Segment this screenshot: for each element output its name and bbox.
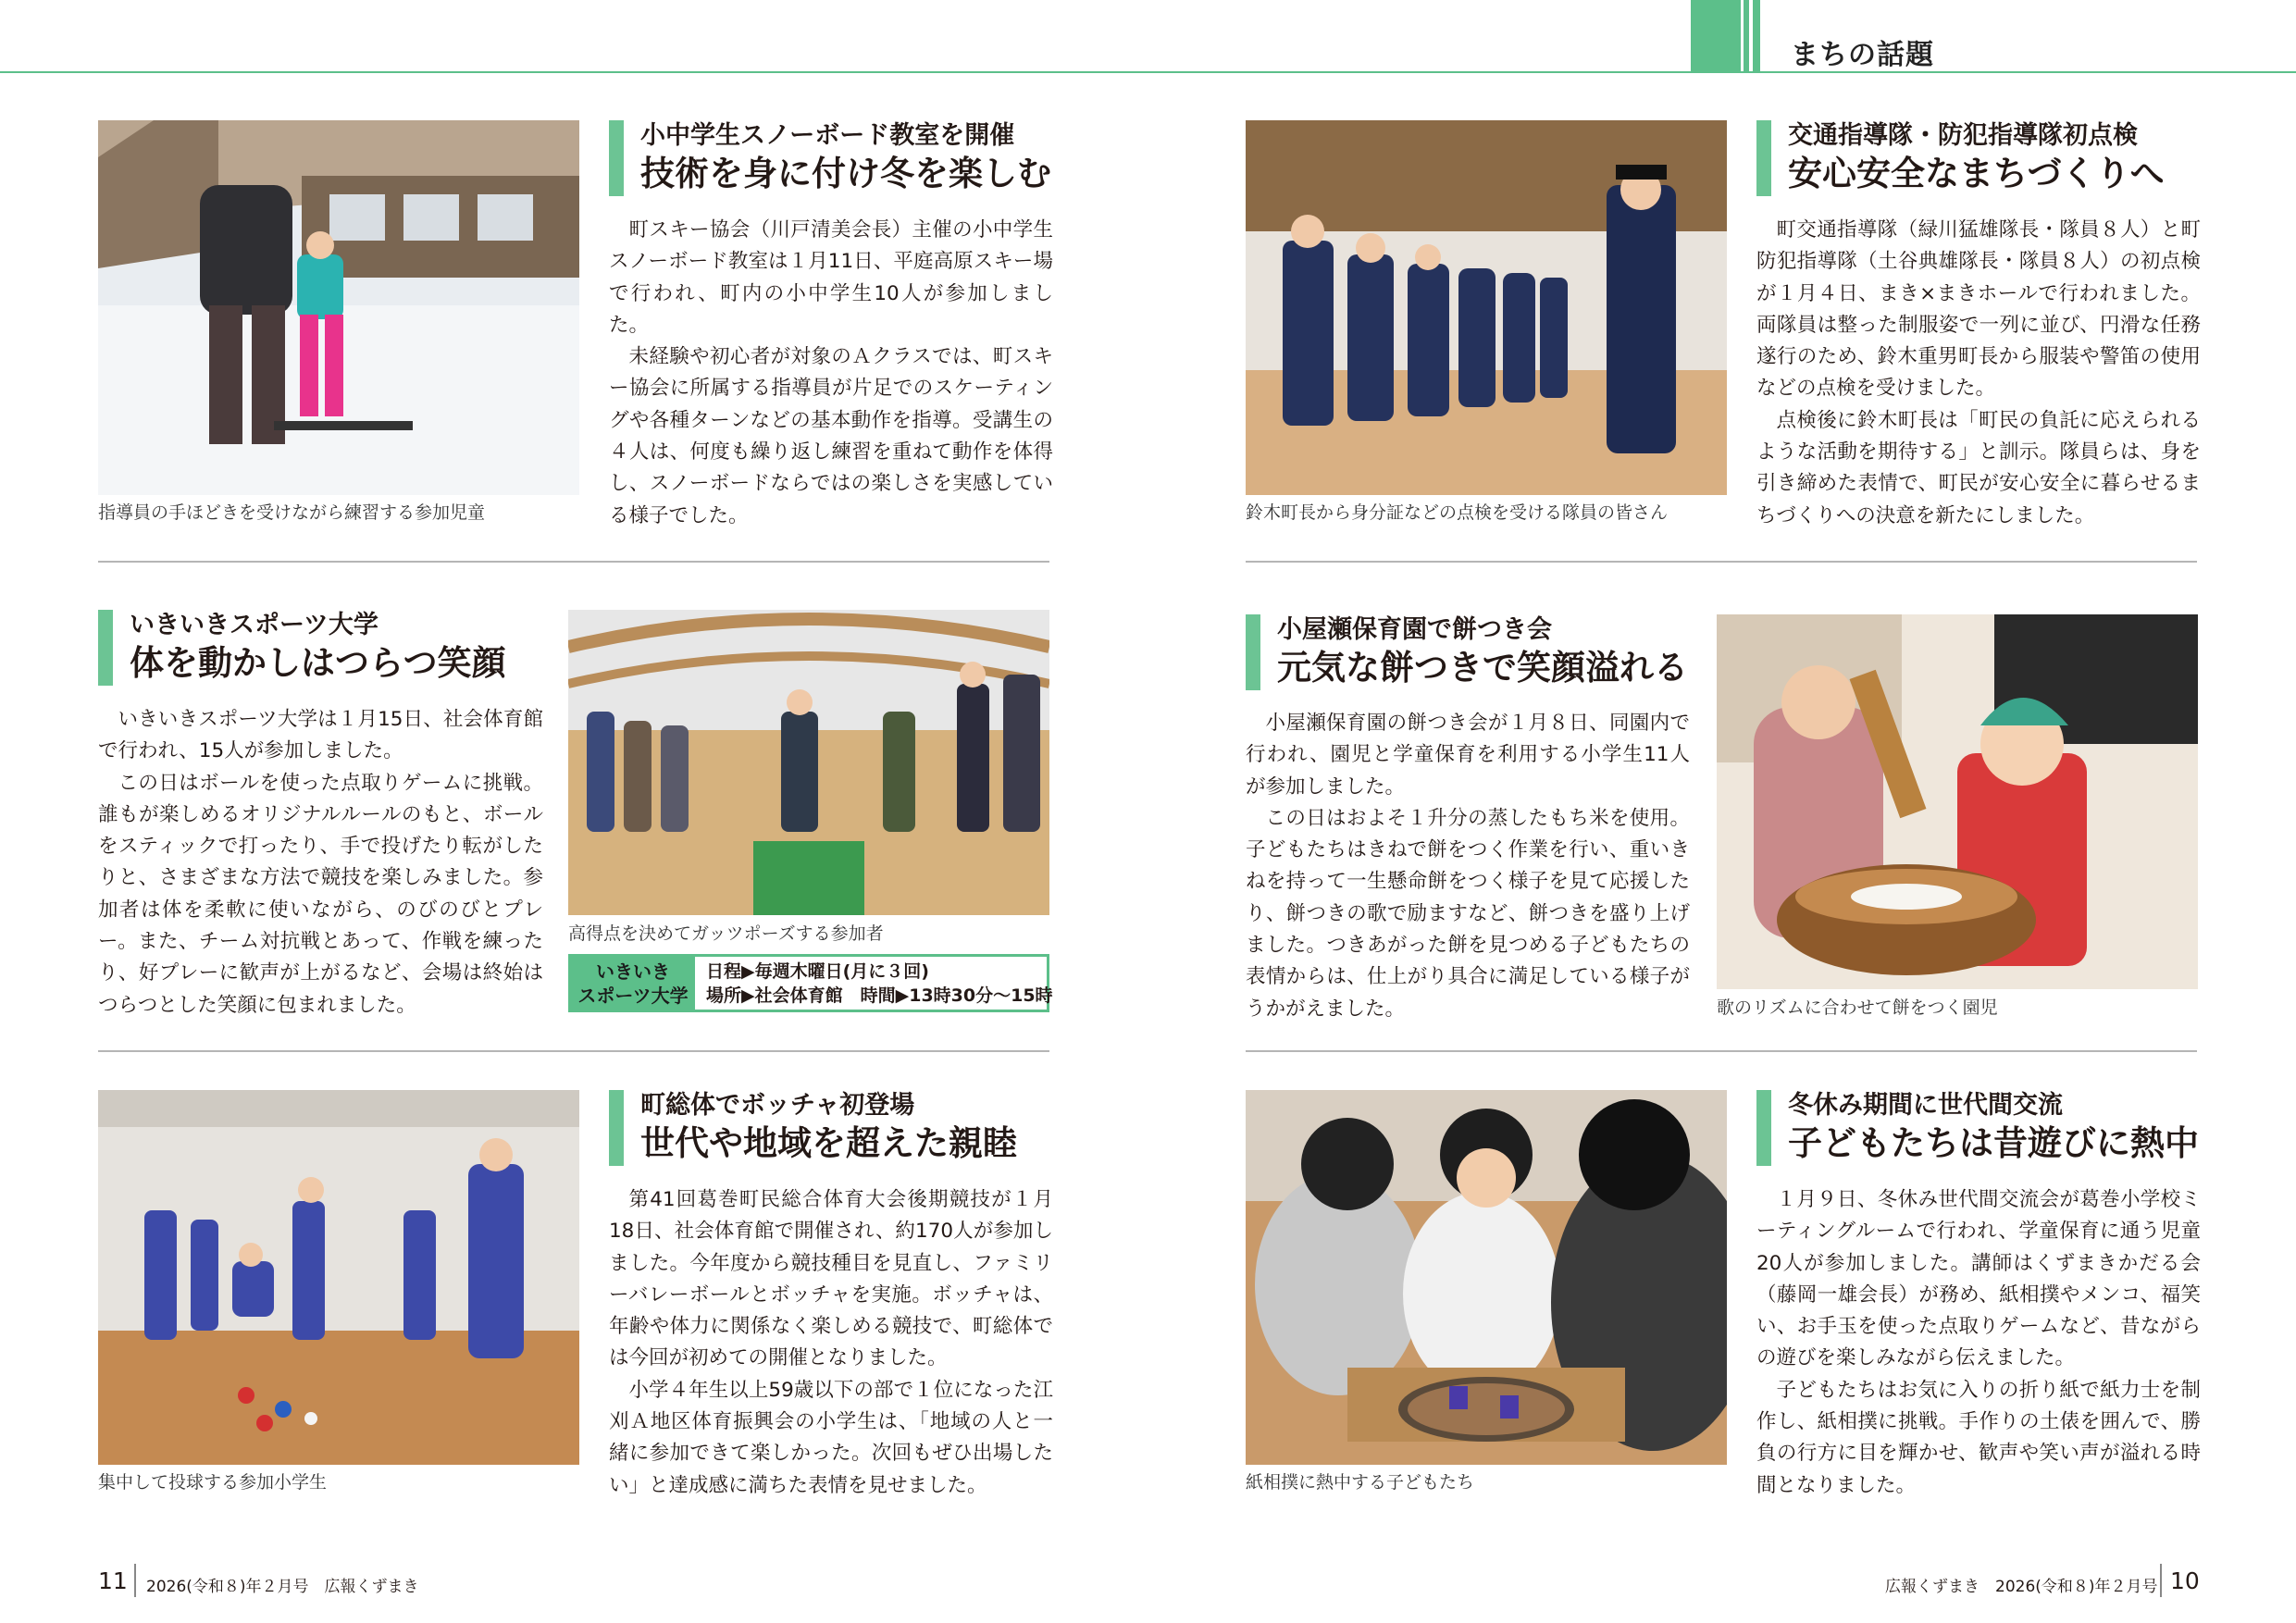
kicker-mochi: 小屋瀬保育園で餅つき会	[1277, 615, 1552, 644]
page-number-right: 10	[2170, 1567, 2200, 1594]
paragraph: 未経験や初心者が対象のＡクラスでは、町スキー協会に所属する指導員が片足でのスケーティングや各種ターンなどの基本動作を指導。受講生の４人は、何度も繰り返し練習を重ねて動作を体得し、スノーボードならではの楽しさを実感している様子でした。	[609, 345, 1053, 527]
paragraph: 子どもたちはお気に入りの折り紙で紙力士を制作し、紙相撲に挑戦。手作りの土俵を囲んで、勝負の行方に目を輝かせ、歓声や笑い声が溢れる時間となりました。	[1756, 1378, 2201, 1497]
headline-inspection: 安心安全なまちづくりへ	[1788, 154, 2165, 193]
caption-sports: 高得点を決めてガッツポーズする参加者	[568, 923, 884, 944]
body-sports	[98, 704, 543, 1022]
header-accent-bar-2	[1744, 0, 1749, 71]
photo-snowboard	[98, 120, 579, 495]
paragraph: この日はボールを使った点取りゲームに挑戦。誰もが楽しめるオリジナルルールのもと、ボールをスティックで打ったり、手で投げたり転がしたりと、さまざまな方法で競技を楽しみました。参加者は体を柔軟に使いながら、のびのびとプレー。また、チーム対抗戦とあって、作戦を練ったり、好プレーに歓声が上がるなど、会場は終始はつらつとした笑顔に包まれました。	[98, 771, 543, 1017]
heading-old-games	[1756, 1090, 2199, 1166]
body-mochi	[1246, 708, 1690, 1025]
kicker-inspection: 交通指導隊・防犯指導隊初点検	[1788, 121, 2138, 150]
caption-inspection: 鈴木町長から身分証などの点検を受ける隊員の皆さん	[1246, 502, 1669, 523]
body-old-games	[1756, 1184, 2201, 1502]
footer-right-text: 広報くずまき 2026(令和８)年２月号	[1885, 1578, 2158, 1596]
header-rule	[0, 71, 2296, 73]
footer-separator-left	[134, 1564, 136, 1597]
info-place-time: 場所▶社会体育館 時間▶13時30分～15時	[706, 985, 1053, 1006]
body-snowboard	[609, 215, 1053, 532]
headline-boccia: 世代や地域を超えた親睦	[640, 1123, 1017, 1163]
kicker-boccia: 町総体でボッチャ初登場	[640, 1091, 915, 1120]
photo-sports	[568, 610, 1049, 915]
paragraph: 町スキー協会（川戸清美会長）主催の小中学生スノーボード教室は１月11日、平庭高原スキー場で行われ、町内の小中学生10人が参加しました。	[609, 218, 1053, 337]
caption-mochi: 歌のリズムに合わせて餅をつく園児	[1717, 997, 1998, 1018]
info-label-line-1: いきいき	[596, 960, 670, 983]
headline-mochi: 元気な餅つきで笑顔溢れる	[1277, 648, 1688, 688]
divider-right-2	[1246, 1050, 2197, 1052]
photo-mochi	[1717, 614, 2198, 989]
heading-sports	[98, 610, 506, 686]
paragraph: 小学４年生以上59歳以下の部で１位になった江刈Ａ地区体育振興会の小学生は、「地域の人と一緒に参加できて楽しかった。次回もぜひ出場したい」と達成感に満ちた表情を見せました。	[609, 1378, 1053, 1497]
section-title: まちの話題	[1791, 39, 1934, 71]
caption-boccia: 集中して投球する参加小学生	[98, 1472, 328, 1493]
paragraph: 町交通指導隊（緑川猛雄隊長・隊員８人）と町防犯指導隊（土谷典雄隊長・隊員８人）の初点検が１月４日、まき×まきホールで行われました。両隊員は整った制服姿で一列に並び、円滑な任務遂行のため、鈴木重男町長から服装や警笛の使用などの点検を受けました。	[1756, 218, 2201, 401]
caption-snowboard: 指導員の手ほどきを受けながら練習する参加児童	[98, 502, 486, 523]
footer-separator-right	[2160, 1564, 2162, 1597]
header-accent-bar-1	[1691, 0, 1741, 71]
heading-snowboard	[609, 120, 1051, 196]
heading-boccia	[609, 1090, 1017, 1166]
paragraph: いきいきスポーツ大学は１月15日、社会体育館で行われ、15人が参加しました。	[98, 708, 543, 763]
info-schedule: 日程▶毎週木曜日(月に３回)	[706, 961, 929, 982]
paragraph: 小屋瀬保育園の餅つき会が１月８日、同園内で行われ、園児と学童保育を利用する小学生11人が参加しました。	[1246, 712, 1690, 799]
body-boccia	[609, 1184, 1053, 1502]
photo-boccia	[98, 1090, 579, 1465]
body-inspection	[1756, 215, 2201, 532]
headline-sports: 体を動かしはつらつ笑顔	[130, 643, 506, 683]
info-box-sports	[568, 954, 1053, 1012]
page-number-left: 11	[98, 1567, 128, 1594]
headline-old-games: 子どもたちは昔遊びに熱中	[1788, 1123, 2199, 1163]
kicker-sports: いきいきスポーツ大学	[130, 611, 379, 639]
divider-right-1	[1246, 561, 2197, 563]
divider-left-1	[98, 561, 1049, 563]
header-accent-bar-3	[1753, 0, 1760, 71]
photo-old-games	[1246, 1090, 1727, 1465]
photo-inspection	[1246, 120, 1727, 495]
paragraph: 点検後に鈴木町長は「町民の負託に応えられるような活動を期待する」と訓示。隊員らは、身を引き締めた表情で、町民が安心安全に暮らせるまちづくりへの決意を新たにしました。	[1756, 408, 2201, 527]
heading-mochi	[1246, 614, 1688, 690]
footer-left-text: 2026(令和８)年２月号 広報くずまき	[146, 1578, 419, 1596]
kicker-old-games: 冬休み期間に世代間交流	[1788, 1091, 2063, 1120]
info-box-label	[571, 957, 695, 1010]
divider-left-2	[98, 1050, 1049, 1052]
paragraph: １月９日、冬休み世代間交流会が葛巻小学校ミーティングルームで行われ、学童保育に通う児童20人が参加しました。講師はくずまきかだる会（藤岡一雄会長）が務め、紙相撲やメンコ、福笑い、お手玉を使った点取りゲームなど、昔ながらの遊びを楽しみながら伝えました。	[1756, 1188, 2201, 1370]
info-label-line-2: スポーツ大学	[577, 985, 689, 1007]
heading-inspection	[1756, 120, 2165, 196]
paragraph: 第41回葛巻町民総合体育大会後期競技が１月18日、社会体育館で開催され、約170人が参加しました。今年度から競技種目を見直し、ファミリーバレーボールとボッチャを実施。ボッチャは、年齢や体力に関係なく楽しめる競技で、町総体では今回が初めての開催となりました。	[609, 1188, 1053, 1370]
kicker-snowboard: 小中学生スノーボード教室を開催	[640, 121, 1015, 150]
paragraph: この日はおよそ１升分の蒸したもち米を使用。子どもたちはきねで餅をつく作業を行い、重いきねを持って一生懸命餅をつく様子を見て応援したり、餅つきの歌で励ますなど、餅つきを盛り上げました。つきあがった餅を見つめる子どもたちの表情からは、仕上がり具合に満足している様子がうかがえました。	[1246, 806, 1690, 1021]
headline-snowboard: 技術を身に付け冬を楽しむ	[640, 154, 1051, 193]
caption-old-games: 紙相撲に熱中する子どもたち	[1246, 1472, 1475, 1493]
